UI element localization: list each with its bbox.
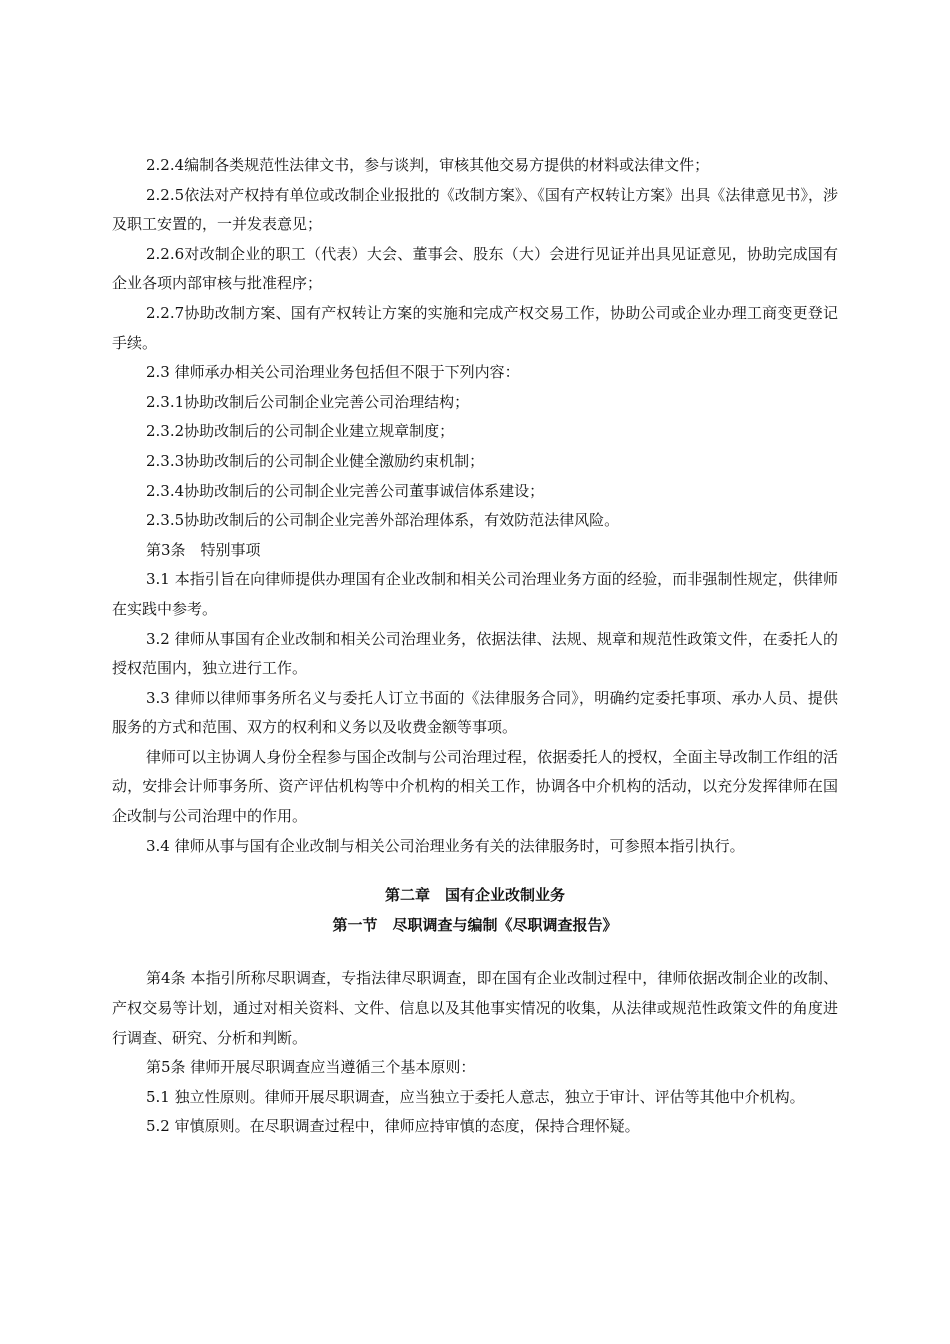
paragraph-2-3-3: 2.3.3协助改制后的公司制企业健全激励约束机制； [146, 451, 485, 470]
paragraph-2-3-2: 2.3.2协助改制后的公司制企业建立规章制度； [146, 422, 455, 441]
chapter-title: 第二章 国有企业改制业务 [384, 886, 565, 905]
spacer [112, 940, 838, 964]
paragraph-5-2: 5.2 审慎原则。在尽职调查过程中，律师应持审慎的态度，保持合理怀疑。 [146, 1117, 640, 1136]
paragraph-2-2-5: 2.2.5依法对产权持有单位或改制企业报批的《改制方案》、《国有产权转让方案》出具《法律意见书》，涉及职工安置的，一并发表意见； [112, 185, 838, 234]
paragraph-coordinator: 律师可以主协调人身份全程参与国企改制与公司治理过程，依据委托人的授权，全面主导改制工作组的活动，安排会计师事务所、资产评估机构等中介机构的相关工作，协调各中介机构的活动，以充分发挥律师在国企改制与公司治理中的作用。 [112, 747, 838, 826]
section-title: 第一节 尽职调查与编制《尽职调查报告》 [332, 915, 618, 934]
paragraph-2-2-6: 2.2.6对改制企业的职工（代表）大会、董事会、股东（大）会进行见证并出具见证意见，协助完成国有企业各项内部审核与批准程序； [112, 244, 838, 293]
paragraph-2-3-1: 2.3.1协助改制后公司制企业完善公司治理结构； [146, 392, 470, 411]
paragraph-article-4: 第4条 本指引所称尽职调查，专指法律尽职调查，即在国有企业改制过程中，律师依据改制企业的改制、产权交易等计划，通过对相关资料、文件、信息以及其他事实情况的收集，从法律或规范性政策文件的角度进行调查、研究、分析和判断。 [112, 969, 838, 1047]
paragraph-3-4: 3.4 律师从事与国有企业改制与相关公司治理业务有关的法律服务时，可参照本指引执行。 [146, 836, 745, 855]
paragraph-2-2-7: 2.2.7协助改制方案、国有产权转让方案的实施和完成产权交易工作，协助公司或企业办理工商变更登记手续。 [112, 303, 838, 352]
paragraph-3-1: 3.1 本指引旨在向律师提供办理国有企业改制和相关公司治理业务方面的经验，而非强制性规定，供律师在实践中参考。 [112, 570, 838, 618]
paragraph-article-5: 第5条 律师开展尽职调查应当遵循三个基本原则： [146, 1058, 476, 1077]
paragraph-2-3-4: 2.3.4协助改制后的公司制企业完善公司董事诚信体系建设； [146, 481, 545, 500]
paragraph-2-3-5: 2.3.5协助改制后的公司制企业完善外部治理体系，有效防范法律风险。 [146, 511, 620, 530]
paragraph-3-2: 3.2 律师从事国有企业改制和相关公司治理业务，依据法律、法规、规章和规范性政策文件，在委托人的授权范围内，独立进行工作。 [112, 629, 838, 678]
spacer [112, 861, 838, 881]
paragraph-3-3: 3.3 律师以律师事务所名义与委托人订立书面的《法律服务合同》，明确约定委托事项、承办人员、提供服务的方式和范围、双方的权利和义务以及收费金额等事项。 [112, 688, 838, 737]
paragraph-2-3: 2.3 律师承办相关公司治理业务包括但不限于下列内容： [146, 363, 520, 382]
paragraph-2-2-4: 2.2.4编制各类规范性法律文书，参与谈判，审核其他交易方提供的材料或法律文件； [146, 156, 710, 174]
article-3-heading: 第3条 特别事项 [146, 540, 261, 559]
paragraph-5-1: 5.1 独立性原则。律师开展尽职调查，应当独立于委托人意志，独立于审计、评估等其他中介机构。 [146, 1087, 805, 1106]
document-page [112, 151, 838, 1142]
